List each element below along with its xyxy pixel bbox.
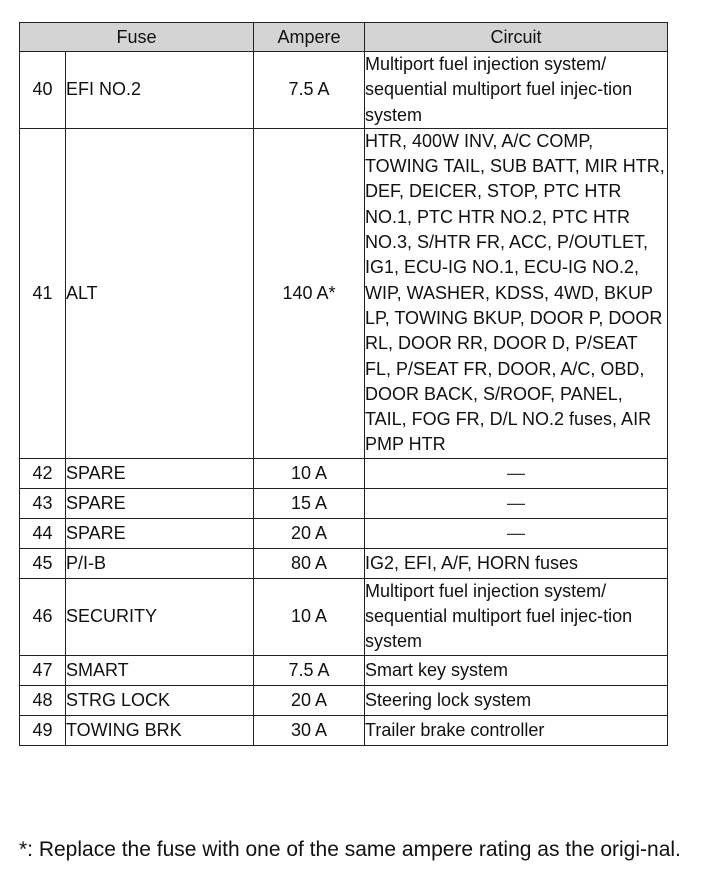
fuse-circuit: Multiport fuel injection system/ sequential multiport fuel injec-tion system [365, 578, 668, 655]
fuse-ampere: 140 A* [254, 128, 365, 458]
table-row [20, 685, 668, 715]
footnote: *: Replace the fuse with one of the same ampere rating as the origi-nal. [19, 838, 681, 861]
table-row [20, 715, 668, 745]
table-row [20, 548, 668, 578]
fuse-name: STRG LOCK [66, 685, 254, 715]
table-row [20, 655, 668, 685]
table-row [20, 458, 668, 488]
header-ampere: Ampere [254, 23, 365, 52]
fuse-circuit: — [365, 518, 668, 548]
fuse-number: 47 [20, 655, 66, 685]
fuse-number: 45 [20, 548, 66, 578]
table-row [20, 488, 668, 518]
fuse-circuit: IG2, EFI, A/F, HORN fuses [365, 548, 668, 578]
fuse-name: TOWING BRK [66, 715, 254, 745]
fuse-name: P/I-B [66, 548, 254, 578]
fuse-ampere: 10 A [254, 578, 365, 655]
fuse-name: SPARE [66, 488, 254, 518]
fuse-ampere: 7.5 A [254, 52, 365, 129]
fuse-name: ALT [66, 128, 254, 458]
table-row [20, 578, 668, 655]
fuse-number: 41 [20, 128, 66, 458]
fuse-number: 44 [20, 518, 66, 548]
fuse-circuit: — [365, 488, 668, 518]
fuse-ampere: 15 A [254, 488, 365, 518]
header-circuit: Circuit [365, 23, 668, 52]
table-row [20, 52, 668, 129]
fuse-table [19, 22, 668, 746]
fuse-number: 48 [20, 685, 66, 715]
fuse-circuit: HTR, 400W INV, A/C COMP, TOWING TAIL, SUB BATT, MIR HTR, DEF, DEICER, STOP, PTC HTR NO.1, PTC HTR NO.2, PTC HTR NO.3, S/HTR FR, ACC, P/OUTLET, IG1, ECU-IG NO.1, ECU-IG NO.2, WIP, WASHER, KDSS, 4WD, BKUP LP, TOWING BKUP, DOOR P, DOOR RL, DOOR RR, DOOR D, P/SEAT FL, P/SEAT FR, DOOR, A/C, OBD, DOOR BACK, S/ROOF, PANEL, TAIL, FOG FR, D/L NO.2 fuses, AIR PMP HTR [365, 128, 668, 458]
fuse-ampere: 20 A [254, 518, 365, 548]
fuse-name: SPARE [66, 458, 254, 488]
table-row [20, 128, 668, 458]
fuse-circuit: Trailer brake controller [365, 715, 668, 745]
fuse-number: 49 [20, 715, 66, 745]
header-row [20, 23, 668, 52]
fuse-number: 40 [20, 52, 66, 129]
fuse-ampere: 30 A [254, 715, 365, 745]
fuse-name: SPARE [66, 518, 254, 548]
fuse-ampere: 10 A [254, 458, 365, 488]
fuse-circuit: — [365, 458, 668, 488]
fuse-name: SMART [66, 655, 254, 685]
fuse-circuit: Smart key system [365, 655, 668, 685]
fuse-name: EFI NO.2 [66, 52, 254, 129]
fuse-ampere: 20 A [254, 685, 365, 715]
fuse-name: SECURITY [66, 578, 254, 655]
fuse-ampere: 80 A [254, 548, 365, 578]
fuse-circuit: Steering lock system [365, 685, 668, 715]
fuse-ampere: 7.5 A [254, 655, 365, 685]
fuse-number: 46 [20, 578, 66, 655]
fuse-number: 42 [20, 458, 66, 488]
header-fuse: Fuse [20, 23, 254, 52]
table-row [20, 518, 668, 548]
fuse-circuit: Multiport fuel injection system/ sequential multiport fuel injec-tion system [365, 52, 668, 129]
fuse-number: 43 [20, 488, 66, 518]
